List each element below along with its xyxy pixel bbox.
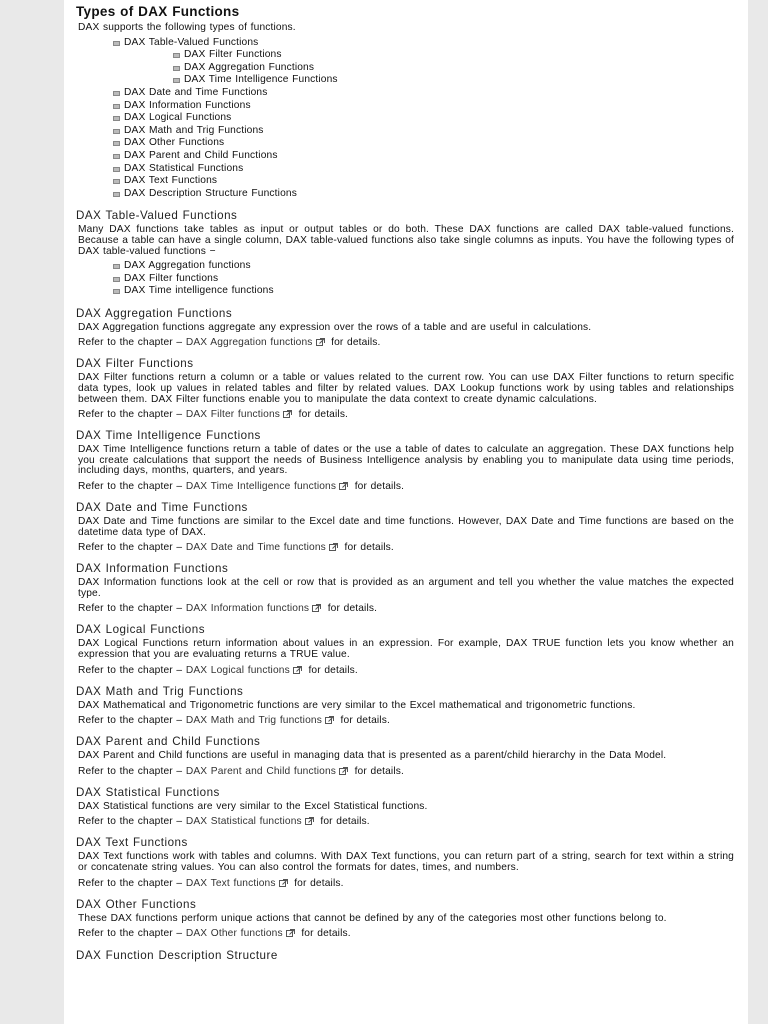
ref-prefix: Refer to the chapter – (78, 928, 186, 940)
chapter-link[interactable]: DAX Date and Time functions (185, 542, 326, 554)
bullet-icon (173, 78, 180, 83)
section-text: DAX Time Intelligence functions return a table of dates or the use a table of dates to calculate an aggregation. These DAX functions help you create calculations that support the needs of Business Intelligence analysis by enabling you to manipulate data using time periods, including days, months, quarters, and years. (78, 444, 734, 477)
section-heading: DAX Text Functions (76, 836, 188, 850)
chapter-reference (78, 542, 734, 553)
toc-item[interactable]: DAX Logical Functions (112, 112, 734, 125)
list-item: DAX Time intelligence functions (112, 285, 734, 298)
document-content (76, 0, 734, 965)
list-item: DAX Filter functions (112, 273, 734, 286)
section-heading: DAX Filter Functions (76, 357, 194, 371)
chapter-link[interactable]: DAX Parent and Child functions (185, 765, 336, 777)
external-link-icon (279, 879, 288, 887)
section-text: DAX Mathematical and Trigonometric functions are very similar to the Excel mathematical and trigonometric functions. (78, 699, 636, 711)
ref-suffix: for details. (316, 816, 370, 828)
toc-item[interactable]: DAX Statistical Functions (112, 163, 734, 176)
toc-sublist (172, 49, 734, 87)
bullet-icon (113, 104, 120, 109)
toc-subitem[interactable]: DAX Filter Functions (172, 49, 734, 62)
page-title: Types of DAX Functions (76, 4, 240, 19)
document-page (64, 0, 748, 1024)
ref-prefix: Refer to the chapter – (78, 877, 186, 889)
ref-suffix: for details. (295, 409, 349, 421)
external-link-icon (316, 338, 325, 346)
chapter-reference (78, 665, 734, 676)
section-text: DAX Logical Functions return information about values in an expression. For example, DAX TRUE function lets you know whether an expression that you are evaluating returns a TRUE value. (78, 638, 734, 660)
bullet-icon (113, 179, 120, 184)
external-link-icon (339, 482, 348, 490)
section-heading: DAX Time Intelligence Functions (76, 429, 261, 443)
section-text: DAX Text functions work with tables and columns. With DAX Text functions, you can return part of a string, search for text within a string or concatenate string values. You can also control the formats for dates, times, and numbers. (78, 851, 734, 873)
chapter-reference (78, 928, 734, 939)
external-link-icon (312, 604, 321, 612)
chapter-reference (78, 409, 734, 420)
external-link-icon (339, 767, 348, 775)
ref-suffix: for details. (304, 664, 358, 676)
bullet-icon (113, 192, 120, 197)
bullet-icon (113, 116, 120, 121)
section-text: DAX Information functions look at the cell or row that is provided as an argument and tell you whether the value matches the expected type. (78, 577, 734, 599)
section-heading: DAX Parent and Child Functions (76, 735, 261, 749)
toc-item[interactable]: DAX Date and Time Functions (112, 87, 734, 100)
ref-prefix: Refer to the chapter – (78, 603, 186, 615)
chapter-link[interactable]: DAX Information functions (185, 603, 310, 615)
toc-item[interactable]: DAX Other Functions (112, 137, 734, 150)
section-text: DAX Parent and Child functions are useful in managing data that is presented as a parent/child hierarchy in the Data Model. (78, 750, 667, 762)
ref-suffix: for details. (290, 877, 344, 889)
chapter-link[interactable]: DAX Math and Trig functions (185, 715, 322, 727)
bullet-icon (113, 91, 120, 96)
section-text: DAX Filter functions return a column or a table or values related to the current row. You can use DAX Filter functions to return specific data types, look up values in related tables and filter by related values. DAX Lookup functions work by using tables and relationships between them. DAX Filter functions enable you to manipulate the data context to create dynamic calculations. (78, 372, 734, 405)
chapter-reference (78, 766, 734, 777)
toc-list (112, 37, 734, 201)
bullet-icon (113, 277, 120, 282)
bullet-icon (113, 154, 120, 159)
section-heading: DAX Logical Functions (76, 623, 205, 637)
chapter-reference (78, 816, 734, 827)
chapter-reference (78, 337, 734, 348)
chapter-link[interactable]: DAX Logical functions (185, 664, 290, 676)
section-text: DAX Aggregation functions aggregate any expression over the rows of a table and are useful in calculations. (78, 321, 592, 333)
ref-prefix: Refer to the chapter – (78, 715, 186, 727)
toc-item[interactable]: DAX Information Functions (112, 100, 734, 113)
sections-container (76, 307, 734, 939)
toc-item[interactable]: DAX Description Structure Functions (112, 188, 734, 201)
toc-subitem[interactable]: DAX Aggregation Functions (172, 62, 734, 75)
table-valued-list (112, 260, 734, 298)
chapter-link[interactable]: DAX Aggregation functions (185, 337, 313, 349)
section-text: DAX Statistical functions are very similar to the Excel Statistical functions. (78, 800, 428, 812)
bullet-icon (113, 129, 120, 134)
ref-suffix: for details. (351, 765, 404, 777)
chapter-reference (78, 715, 734, 726)
external-link-icon (325, 716, 334, 724)
ref-prefix: Refer to the chapter – (78, 481, 186, 493)
section-heading: DAX Table-Valued Functions (76, 209, 238, 223)
ref-prefix: Refer to the chapter – (78, 765, 186, 777)
chapter-link[interactable]: DAX Other functions (185, 928, 283, 940)
bullet-icon (113, 264, 120, 269)
chapter-link[interactable]: DAX Statistical functions (185, 816, 302, 828)
section-text: DAX Date and Time functions are similar to the Excel date and time functions. However, DAX Date and Time functions are based on the datetime data type of DAX. (78, 516, 734, 538)
bullet-icon (113, 41, 120, 46)
chapter-link[interactable]: DAX Text functions (185, 877, 276, 889)
section-heading: DAX Aggregation Functions (76, 306, 233, 320)
chapter-reference (78, 481, 734, 492)
bullet-icon (113, 167, 120, 172)
ref-prefix: Refer to the chapter – (78, 337, 186, 349)
ref-prefix: Refer to the chapter – (78, 409, 186, 421)
external-link-icon (305, 817, 314, 825)
section-text: Many DAX functions take tables as input or output tables or do both. These DAX functions are called DAX table-valued functions. Because a table can have a single column, DAX table-valued functions also take single columns as inputs. You have the following types of DAX table-valued functions − (78, 224, 734, 257)
bullet-icon (113, 289, 120, 294)
section-text: These DAX functions perform unique actions that cannot be defined by any of the categories most other functions belong to. (78, 912, 667, 924)
section-heading: DAX Date and Time Functions (76, 501, 248, 515)
toc-subitem[interactable]: DAX Time Intelligence Functions (172, 74, 734, 87)
chapter-reference (78, 603, 734, 614)
toc-item[interactable]: DAX Math and Trig Functions (112, 125, 734, 138)
toc-item[interactable]: DAX Text Functions (112, 175, 734, 188)
section-heading: DAX Other Functions (76, 897, 197, 911)
list-item: DAX Aggregation functions (112, 260, 734, 273)
chapter-link[interactable]: DAX Time Intelligence functions (185, 481, 337, 493)
bullet-icon (173, 66, 180, 71)
external-link-icon (329, 543, 338, 551)
ref-suffix: for details. (297, 928, 351, 940)
external-link-icon (286, 929, 295, 937)
ref-suffix: for details. (340, 542, 394, 554)
external-link-icon (283, 410, 292, 418)
section-heading: DAX Math and Trig Functions (76, 684, 244, 698)
section-heading: DAX Statistical Functions (76, 785, 220, 799)
chapter-reference (78, 878, 734, 889)
toc-item[interactable]: DAX Parent and Child Functions (112, 150, 734, 163)
ref-prefix: Refer to the chapter – (78, 816, 186, 828)
ref-suffix: for details. (336, 715, 390, 727)
cutoff-heading: DAX Function Description Structure (76, 949, 278, 963)
external-link-icon (293, 666, 302, 674)
ref-suffix: for details. (327, 337, 381, 349)
intro-text: DAX supports the following types of functions. (78, 22, 296, 33)
toc-item[interactable]: DAX Table-Valued Functions DAX Filter Functions DAX Aggregation Functions DAX Time Intelligence Functions (112, 37, 734, 87)
chapter-link[interactable]: DAX Filter functions (185, 409, 281, 421)
ref-prefix: Refer to the chapter – (78, 542, 186, 554)
bullet-icon (173, 53, 180, 58)
section-heading: DAX Information Functions (76, 562, 229, 576)
ref-suffix: for details. (324, 603, 378, 615)
ref-prefix: Refer to the chapter – (78, 664, 186, 676)
bullet-icon (113, 141, 120, 146)
ref-suffix: for details. (351, 481, 405, 493)
